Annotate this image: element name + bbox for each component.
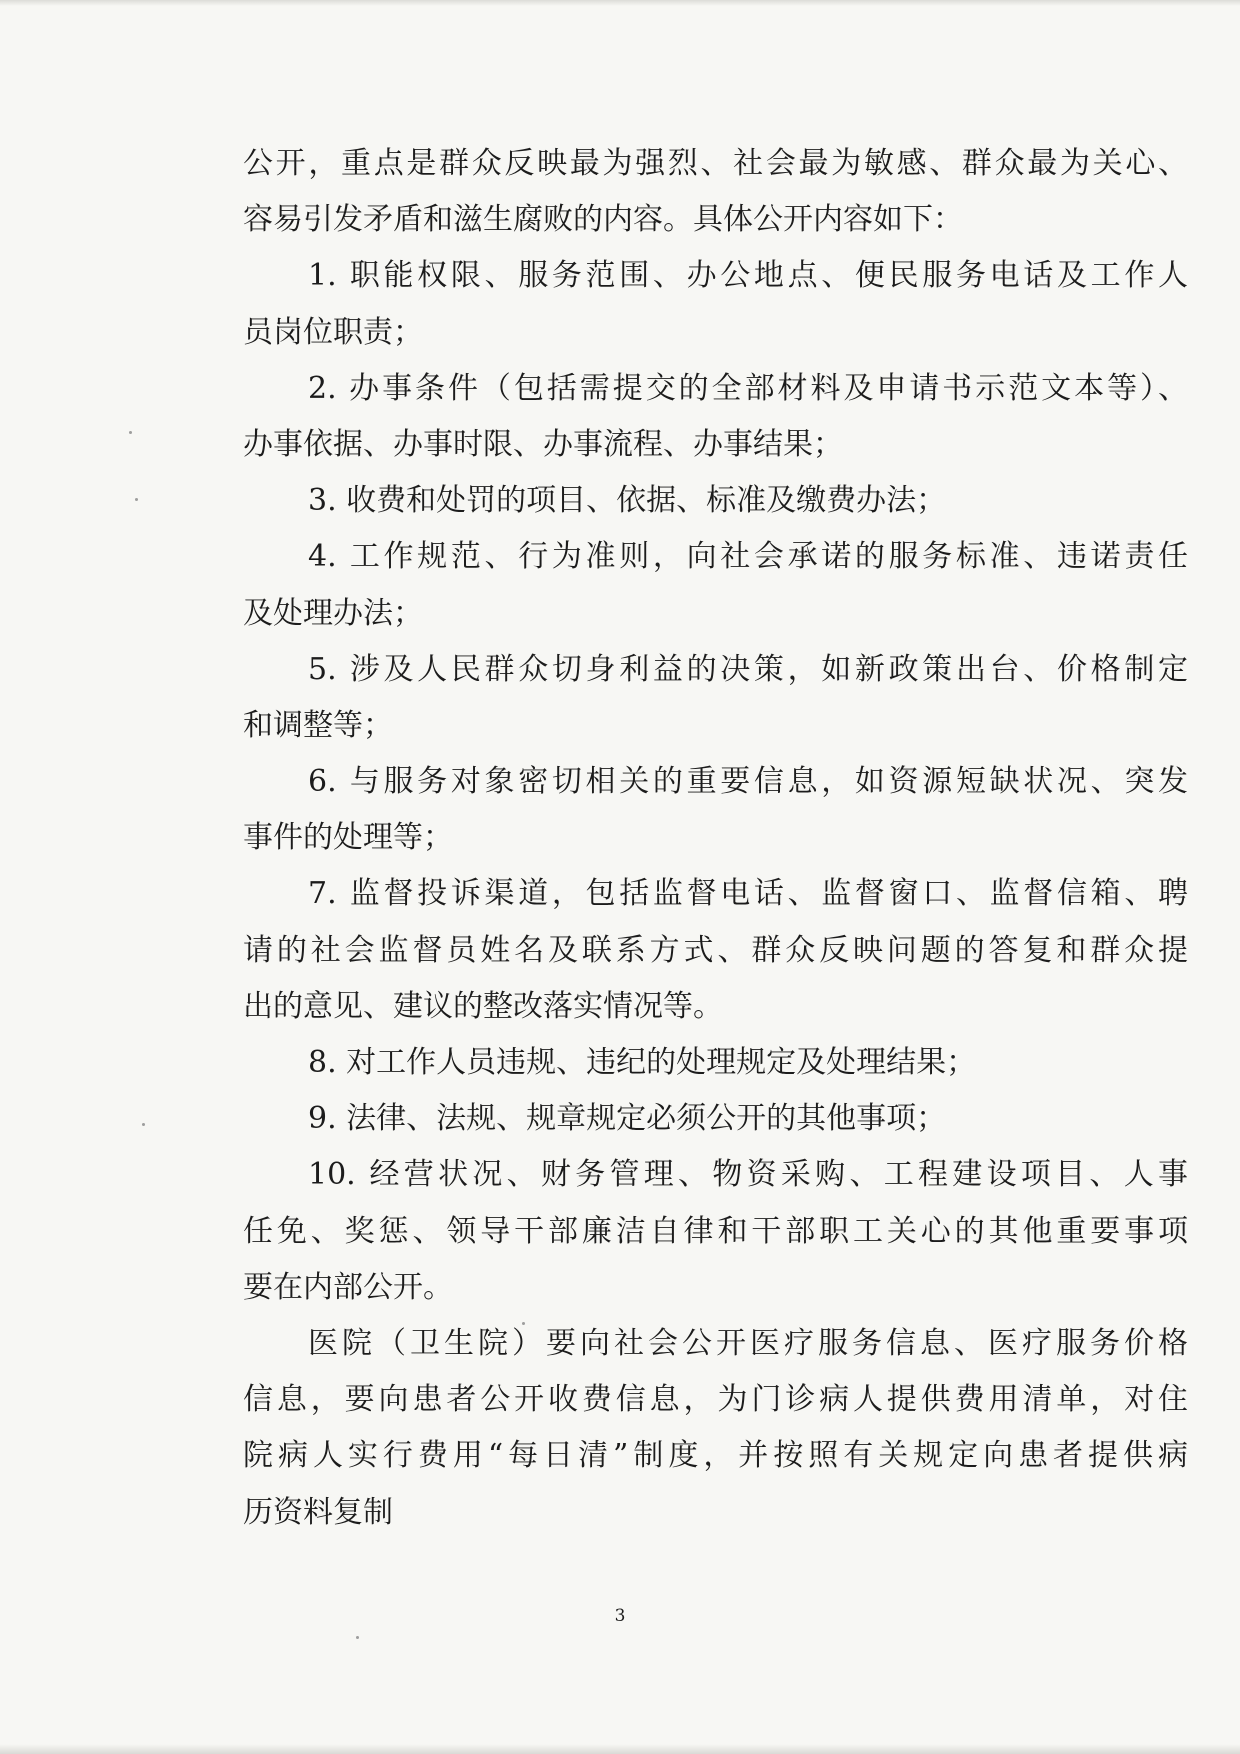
scan-speck bbox=[142, 1123, 145, 1126]
list-item-5: 5. 涉及人民群众切身利益的决策，如新政策出台、价格制定 bbox=[308, 651, 1188, 687]
body-line: 及处理办法； bbox=[243, 595, 423, 631]
scan-edge-top bbox=[0, 0, 1240, 6]
page-number: 3 bbox=[614, 1606, 626, 1626]
body-line: 历资料复制 bbox=[243, 1494, 393, 1530]
document-body bbox=[243, 136, 1188, 1541]
body-line: 公开，重点是群众反映最为强烈、社会最为敏感、群众最为关心、 bbox=[243, 146, 1188, 181]
list-item-9: 9. 法律、法规、规章规定必须公开的其他事项； bbox=[308, 1101, 947, 1137]
body-line: 容易引发矛盾和滋生腐败的内容。具体公开内容如下： bbox=[243, 202, 963, 238]
list-item-10: 10. 经营状况、财务管理、物资采购、工程建设项目、人事 bbox=[308, 1157, 1188, 1193]
scan-speck bbox=[135, 498, 138, 501]
list-item-4: 4. 工作规范、行为准则，向社会承诺的服务标准、违诺责任 bbox=[308, 539, 1188, 575]
body-line: 请的社会监督员姓名及联系方式、群众反映问题的答复和群众提 bbox=[243, 932, 1188, 968]
body-line: 员岗位职责； bbox=[243, 314, 423, 350]
body-line: 信息，要向患者公开收费信息，为门诊病人提供费用清单，对住 bbox=[243, 1382, 1188, 1418]
body-line: 事件的处理等； bbox=[243, 820, 453, 856]
paragraph-hospital: 医院（卫生院）要向社会公开医疗服务信息、医疗服务价格 bbox=[308, 1325, 1188, 1361]
body-line: 任免、奖惩、领导干部廉洁自律和干部职工关心的其他重要事项 bbox=[243, 1213, 1188, 1249]
list-item-7: 7. 监督投诉渠道，包括监督电话、监督窗口、监督信箱、聘 bbox=[308, 876, 1188, 912]
body-line: 出的意见、建议的整改落实情况等。 bbox=[243, 988, 723, 1024]
list-item-2: 2. 办事条件（包括需提交的全部材料及申请书示范文本等）、 bbox=[308, 370, 1188, 406]
scan-edge-bottom bbox=[0, 1744, 1240, 1754]
body-line: 院病人实行费用“每日清”制度，并按照有关规定向患者提供病 bbox=[243, 1438, 1188, 1474]
body-line: 和调整等； bbox=[243, 707, 393, 743]
list-item-8: 8. 对工作人员违规、违纪的处理规定及处理结果； bbox=[308, 1045, 977, 1080]
body-line: 办事依据、办事时限、办事流程、办事结果； bbox=[243, 426, 843, 462]
list-item-3: 3. 收费和处罚的项目、依据、标准及缴费办法； bbox=[308, 483, 947, 519]
body-line: 要在内部公开。 bbox=[243, 1269, 453, 1305]
list-item-1: 1. 职能权限、服务范围、办公地点、便民服务电话及工作人 bbox=[308, 258, 1188, 294]
scan-speck bbox=[356, 1636, 359, 1639]
list-item-6: 6. 与服务对象密切相关的重要信息，如资源短缺状况、突发 bbox=[308, 764, 1188, 800]
scan-speck bbox=[129, 431, 132, 434]
